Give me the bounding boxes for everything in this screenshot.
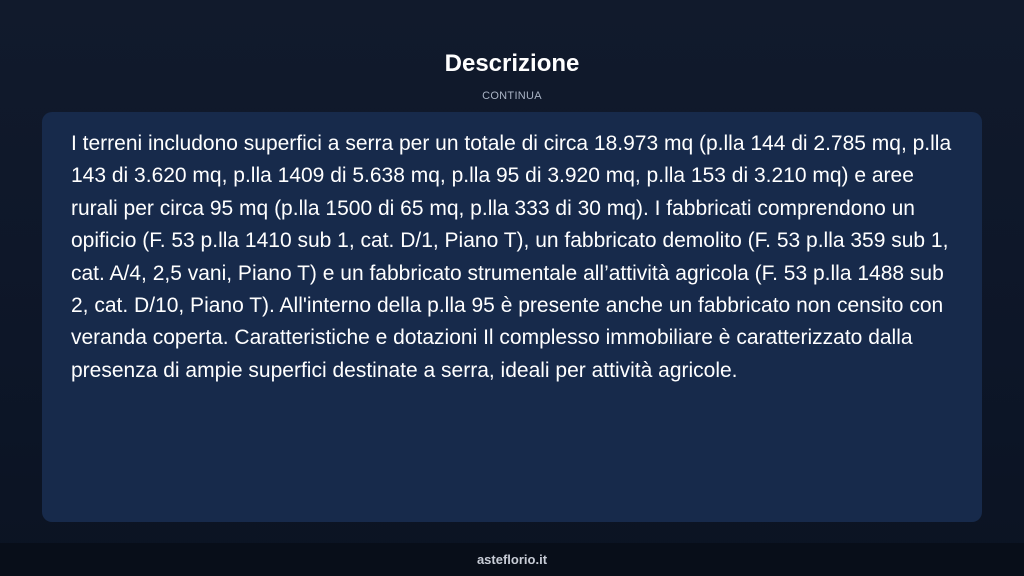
footer-site-label: asteflorio.it (476, 552, 548, 567)
page-subtitle: CONTINUA (482, 90, 542, 102)
footer (0, 543, 1024, 576)
description-card (42, 112, 982, 522)
description-text: I terreni includono superfici a serra per un totale di circa 18.973 mq (p.lla 144 di 2.785 mq, p.lla 143 di 3.620 mq, p.lla 1409 di 5.638 mq, p.lla 95 di 3.920 mq, p.lla 153 di 3.210 mq) e aree rurali per circa 95 mq (p.lla 1500 di 65 mq, p.lla 333 di 30 mq). I fabbricati comprendono un opificio (F. 53 p.lla 1410 sub 1, cat. D/1, Piano T), un fabbricato demolito (F. 53 p.lla 359 sub 1, cat. A/4, 2,5 vani, Piano T) e un fabbricato strumentale all’attività agricola (F. 53 p.lla 1488 sub 2, cat. D/10, Piano T). All'interno della p.lla 95 è presente anche un fabbricato non censito con veranda coperta. Caratteristiche e dotazioni Il complesso immobiliare è caratterizzato dalla presenza di ampie superfici destinate a serra, ideali per attività agricole. (71, 132, 952, 382)
page-title: Descrizione (444, 50, 580, 77)
